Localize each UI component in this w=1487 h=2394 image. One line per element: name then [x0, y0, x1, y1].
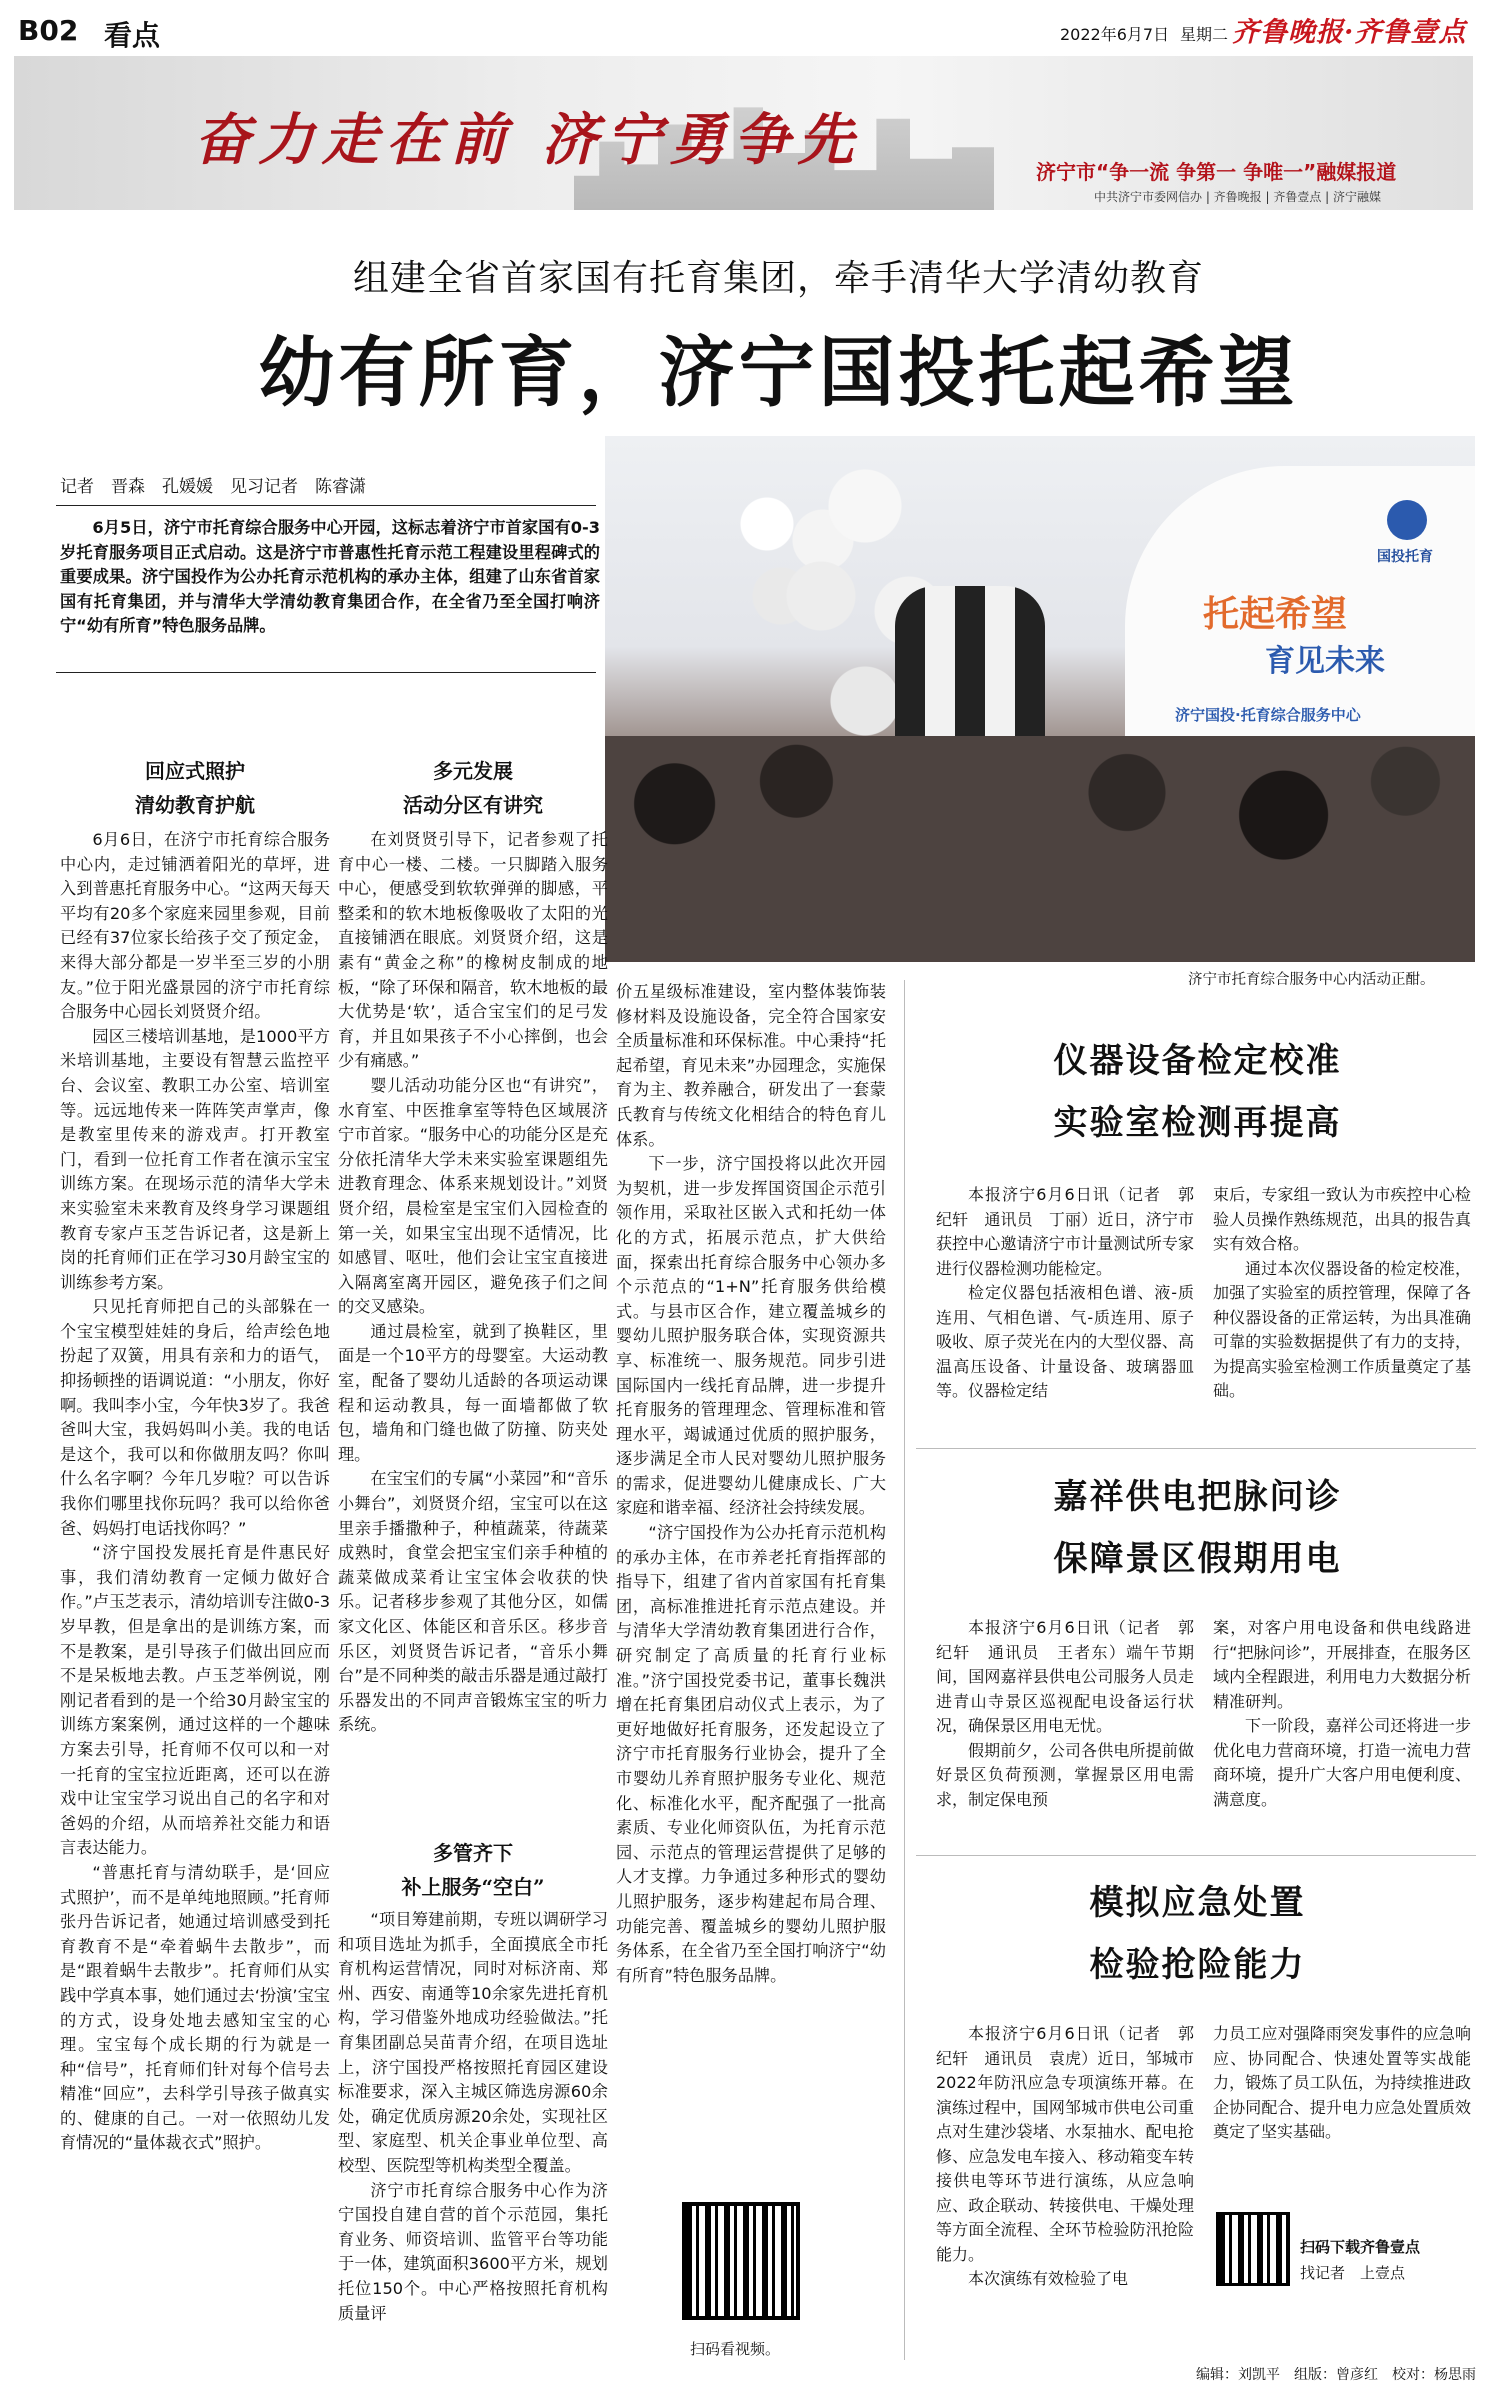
col2-para: 通过晨检室，就到了换鞋区，里面是一个10平方的母婴室。大运动教室，配备了婴幼儿适龄的各项运动课程和运动教具，每一面墙都做了软包，墙角和门缝也做了防撞、防夹处理。: [338, 1321, 608, 1464]
lead-paragraph: 6月5日，济宁市托育综合服务中心开园，这标志着济宁市首家国有0-3岁托育服务项目正式启动。这是济宁市普惠性托育示范工程建设里程碑式的重要成果。济宁国投作为公办托育示范机构的承办主体，组建了山东省首家国有托育集团，并与清华大学清幼教育集团合作，在全省乃至全国打响济宁“幼有所育”特色服务品牌。: [60, 518, 600, 636]
brief1-col-a: [936, 1183, 1194, 1404]
photo-sign-text-2: 育见未来: [1265, 644, 1385, 679]
app-download-text-1: 扫码下载齐鲁壹点: [1300, 2238, 1421, 2256]
headline-title: 幼有所育，济宁国投托起希望: [258, 328, 1299, 417]
byline: 记者 晋森 孔媛媛 见习记者 陈睿潇: [60, 477, 366, 497]
brand-logo: 齐鲁晚报·齐鲁壹点: [1232, 17, 1467, 48]
issue-weekday: 星期二: [1180, 25, 1229, 44]
crowd: [605, 736, 1475, 962]
brief3-para: 力员工应对强降雨突发事件的应急响应、协同配合、快速处置等实战能力，锻炼了员工队伍，为持续推进政企协同配合、提升电力应急处置质效奠定了坚实基础。: [1213, 2024, 1471, 2141]
brief2-para: 案，对客户用电设备和供电线路进行“把脉问诊”，开展排查，在服务区域内全程跟进，利用电力大数据分析精准研判。: [1213, 1618, 1471, 1711]
brief3-para: 本次演练有效检验了电: [968, 2269, 1129, 2288]
video-qr-code[interactable]: [682, 2202, 800, 2320]
photo-caption: 济宁市托育综合服务中心内活动正酣。: [1188, 972, 1435, 988]
brief1-title-line1: 仪器设备检定校准: [1053, 1041, 1342, 1081]
col2-para: 在宝宝们的专属“小菜园”和“音乐小舞台”，刘贤贤介绍，宝宝可以在这里亲手播撒种子，种植蔬菜，待蔬菜成熟时，食堂会把宝宝们亲手种植的蔬菜做成菜肴让宝宝体会收获的快乐。记者移步参观了其他分区，如儒家文化区、体能区和音乐区。移步音乐区，刘贤贤告诉记者，“音乐小舞台”是不同种类的敲击乐器是通过敲打乐器发出的不同声音锻炼宝宝的听力系统。: [338, 1469, 608, 1735]
col2-subheading-2: [338, 1836, 608, 1904]
col3-para: 价五星级标准建设，室内整体装饰装修材料及设施设备，完全符合国家安全质量标准和环保标准。中心秉持“托起希望，育见未来”办园理念，实施保育为主、教养融合，研发出了一套蒙氏教育与传统文化相结合的特色育儿体系。: [616, 982, 886, 1149]
col3-para: 下一步，济宁国投将以此次开园为契机，进一步发挥国资国企示范引领作用，采取社区嵌入式和托幼一体化的方式，拓展示范点，扩大供给面，探索出托育综合服务中心领办多个示范点的“1+N”托育服务供给模式。与县市区合作，建立覆盖城乡的婴幼儿照护服务联合体，实现资源共享、标准统一、服务规范。同步引进国际国内一线托育品牌，进一步提升托育服务的管理理念、管理标准和管理水平，竭诚通过优质的照护服务，逐步满足全市人民对婴幼儿照护服务的需求，促进婴幼儿健康成长、广大家庭和谐幸福、经济社会持续发展。: [616, 1154, 886, 1518]
col2-body-a: [338, 828, 608, 1738]
app-download-text-2: 找记者 上壹点: [1300, 2264, 1406, 2282]
col3-body: [616, 980, 886, 1988]
col2-para: “项目筹建前期，专班以调研学习和项目选址为抓手，全面摸底全市托育机构运营情况，同时对标济南、郑州、西安、南通等10余家先进托育机构，学习借鉴外地成功经验做法。”托育集团副总吴苗青介绍，在项目选址上，济宁国投严格按照托育园区建设标准要求，深入主城区筛选房源60余处，确定优质房源20余处，实现社区型、家庭型、机关企事业单位型、高校型、医院型等机构类型全覆盖。: [338, 1910, 608, 2175]
page-code: B02: [18, 14, 79, 47]
video-qr-caption: 扫码看视频。: [690, 2340, 781, 2358]
photo-sign-logo: 国投托育: [1377, 549, 1433, 565]
col2-body-b: [338, 1908, 608, 2326]
brief3-col-b: [1213, 2022, 1471, 2145]
brief3-title-line1: 模拟应急处置: [1089, 1883, 1306, 1923]
col2-subheading-2-line2: 补上服务“空白”: [401, 1875, 545, 1899]
col1-subheading-line1: 回应式照护: [145, 759, 245, 783]
section-name: 看点: [104, 19, 161, 52]
brief1-para: 束后，专家组一致认为市疾控中心检验人员操作熟练规范，出具的报告真实有效合格。: [1213, 1185, 1471, 1253]
col2-subheading-2-line1: 多管齐下: [433, 1841, 513, 1865]
lead-rule: [56, 672, 596, 673]
photo-sign-logo-icon: [1387, 500, 1427, 540]
col1-para: 6月6日，在济宁市托育综合服务中心内，走过铺洒着阳光的草坪，进入到普惠托育服务中心。“这两天每天平均有20多个家庭来园里参观，目前已经有37位家长给孩子交了预定金，来得大部分都是一岁半至三岁的小朋友。”位于阳光盛景园的济宁市托育综合服务中心园长刘贤贤介绍。: [60, 830, 330, 1022]
brief3-col-a: [936, 2022, 1194, 2292]
event-photo: [605, 436, 1475, 962]
brief2-col-a: [936, 1616, 1194, 1812]
byline-rule: [56, 505, 596, 506]
brief1-title-line2: 实验室检测再提高: [1053, 1103, 1342, 1143]
col1-para: 只见托育师把自己的头部躲在一个宝宝模型娃娃的身后，给声绘色地扮起了双簧，用具有亲和力的语气，抑扬顿挫的语调说道：“小朋友，你好啊。我叫李小宝，今年快3岁了。我爸爸叫大宝，我妈妈叫小美。我的电话是这个，我可以和你做朋友吗？你叫什么名字啊？今年几岁啦？可以告诉我你们哪里找你玩吗？我可以给你爸爸、妈妈打电话找你吗？”: [60, 1297, 330, 1538]
col2-para: 婴儿活动功能分区也“有讲究”，水育室、中医推拿室等特色区域展济宁市首家。“服务中心的功能分区是充分依托清华大学未来实验室课题组先进教育理念、体系来规划设计。”刘贤贤介绍，晨检室是宝宝们入园检查的第一关，如果宝宝出现不适情况，比如感冒、呕吐，他们会让宝宝直接进入隔离室离开园区，避免孩子们之间的交叉感染。: [338, 1075, 608, 1317]
brief2-title: [920, 1466, 1475, 1590]
brief2-para: 本报济宁6月6日讯（记者 郭纪轩 通讯员 王者东）端午节期间，国网嘉祥县供电公司服务人员走进青山寺景区巡视配电设备运行状况，确保景区用电无忧。: [936, 1618, 1194, 1735]
photo-banner-text: 济宁国投·托育综合服务中心: [1175, 706, 1361, 724]
col1-subheading: [60, 754, 330, 822]
banner-slogan: 奋力走在前 济宁勇争先: [194, 107, 862, 173]
col2-para: 在刘贤贤引导下，记者参观了托育中心一楼、二楼。一只脚踏入服务中心，便感受到软软弹弹的脚感，平整柔和的软木地板像吸收了太阳的光直接铺洒在眼底。刘贤贤介绍，这是素有“黄金之称”的橡树皮制成的地板，“除了环保和隔音，软木地板的最大优势是‘软’，适合宝宝们的足弓发育，并且如果孩子不小心摔倒，也会少有痛感。”: [338, 830, 608, 1071]
brief-divider-1: [916, 1448, 1476, 1449]
banner-sponsors: 中共济宁市委网信办 | 齐鲁晚报 | 齐鲁壹点 | 济宁融媒: [1094, 190, 1382, 204]
brief2-title-line1: 嘉祥供电把脉问诊: [1053, 1477, 1342, 1517]
col1-subheading-line2: 清幼教育护航: [135, 793, 255, 817]
banner-tagline: 济宁市“争一流 争第一 争唯一”融媒报道: [1036, 160, 1397, 184]
header-banner: [14, 56, 1473, 210]
brief2-para: 假期前夕，公司各供电所提前做好景区负荷预测，掌握景区用电需求，制定保电预: [936, 1740, 1194, 1809]
brief-divider-2: [916, 1855, 1476, 1856]
col1-para: 园区三楼培训基地，是1000平方米培训基地，主要设有智慧云监控平台、会议室、教职工办公室、培训室等。远远地传来一阵阵笑声掌声，像是教室里传来的游戏声。打开教室门，看到一位托育工作者在演示宝宝训练方案。在现场示范的清华大学未来实验室未来教育及终身学习课题组教育专家卢玉芝告诉记者，这是新上岗的托育师们正在学习30月龄宝宝的训练参考方案。: [60, 1026, 330, 1292]
brief2-col-b: [1213, 1616, 1471, 1812]
brief3-title: [920, 1872, 1475, 1996]
col1-body: [60, 828, 330, 2156]
app-download-qr-code[interactable]: [1216, 2212, 1290, 2286]
col1-para: “普惠托育与清幼联手，是‘回应式照护’，而不是单纯地照顾。”托育师张丹告诉记者，她通过培训感受到托育教育不是“牵着蜗牛去散步”，而是“跟着蜗牛去散步”。托育师们从实践中学真本事，她们通过去‘扮演’宝宝的方式，设身处地去感知宝宝的心理。宝宝每个成长期的行为就是一种“信号”，托育师们针对每个信号去精准“回应”，去科学引导孩子做真实的、健康的自己。一对一依照幼儿发育情况的“量体裁衣式”照护。: [60, 1862, 330, 2153]
brief1-title: [920, 1030, 1475, 1154]
brief1-para: 本报济宁6月6日讯（记者 郭纪轩 通讯员 丁丽）近日，济宁市获控中心邀请济宁市计量测试所专家进行仪器检测功能检定。: [936, 1185, 1194, 1278]
brief3-para: 本报济宁6月6日讯（记者 郭纪轩 通讯员 袁虎）近日，邹城市2022年防汛应急专项演练开幕。在演练过程中，国网邹城市供电公司重点对生建沙袋堵、水泵抽水、配电抢修、应急发电车接入、移动箱变车转接供电等环节进行演练，从应急响应、政企联动、转接供电、干燥处理等方面全流程、全环节检验防汛抢险能力。: [936, 2024, 1194, 2264]
brief1-para: 通过本次仪器设备的检定校准，加强了实验室的质控管理，保障了各种仪器设备的正常运转，为出具准确可靠的实验数据提供了有力的支持，为提高实验室检测工作质量奠定了基础。: [1213, 1258, 1471, 1400]
col2-subheading-1: [338, 754, 608, 822]
brief2-title-line2: 保障景区假期用电: [1053, 1539, 1342, 1579]
col2-subheading-1-line2: 活动分区有讲究: [403, 793, 543, 817]
editors-credit: 编辑：刘凯平 组版：曾彦红 校对：杨思雨: [1196, 2367, 1476, 2383]
brief3-title-line2: 检验抢险能力: [1089, 1945, 1306, 1985]
column-divider: [904, 980, 905, 2360]
brief1-para: 检定仪器包括液相色谱、液-质连用、气相色谱、气-质连用、原子吸收、原子荧光在内的大型仪器、高温高压设备、计量设备、玻璃器皿等。仪器检定结: [936, 1283, 1194, 1400]
headline-kicker: 组建全省首家国有托育集团，牵手清华大学清幼教育: [352, 258, 1204, 299]
col2-para: 济宁市托育综合服务中心作为济宁国投自建自营的首个示范园，集托育业务、师资培训、监管平台等功能于一体，建筑面积3600平方米，规划托位150个。中心严格按照托育机构质量评: [338, 2180, 608, 2323]
brief1-col-b: [1213, 1183, 1471, 1404]
photo-sign-text-1: 托起希望: [1203, 593, 1348, 635]
issue-date: 2022年6月7日: [1060, 25, 1170, 44]
brief2-para: 下一阶段，嘉祥公司还将进一步优化电力营商环境，打造一流电力营商环境，提升广大客户用电便利度、满意度。: [1213, 1716, 1471, 1809]
col1-para: “济宁国投发展托育是件惠民好事，我们清幼教育一定倾力做好合作。”卢玉芝表示，清幼培训专注做0-3岁早教，但是拿出的是训练方案，而不是教案，是引导孩子们做出回应而不是呆板地去教。卢玉芝举例说，刚刚记者看到的是一个给30月龄宝宝的训练方案案例，通过这样的一个趣味方案去引导，托育师不仅可以和一对一托育的宝宝拉近距离，还可以在游戏中让宝宝学习说出自己的名字和对爸妈的介绍，从而培养社交能力和语言表达能力。: [60, 1543, 330, 1858]
col3-para: “济宁国投作为公办托育示范机构的承办主体，在市养老托育指挥部的指导下，组建了省内首家国有托育集团，高标准推进托育示范点建设。并与清华大学清幼教育集团进行合作，研究制定了高质量的托育行业标准。”济宁国投党委书记，董事长魏洪增在托育集团启动仪式上表示，为了更好地做好托育服务，还发起设立了济宁市托育服务行业协会，提升了全市婴幼儿养育照护服务专业化、规范化、标准化水平，配齐配强了一批高素质、专业化师资队伍，为托育示范园、示范点的管理运营提供了足够的人才支撑。力争通过多种形式的婴幼儿照护服务，逐步构建起布局合理、功能完善、覆盖城乡的婴幼儿照护服务体系，在全省乃至全国打响济宁“幼有所育”特色服务品牌。: [616, 1523, 886, 1985]
col2-subheading-1-line1: 多元发展: [433, 759, 513, 783]
